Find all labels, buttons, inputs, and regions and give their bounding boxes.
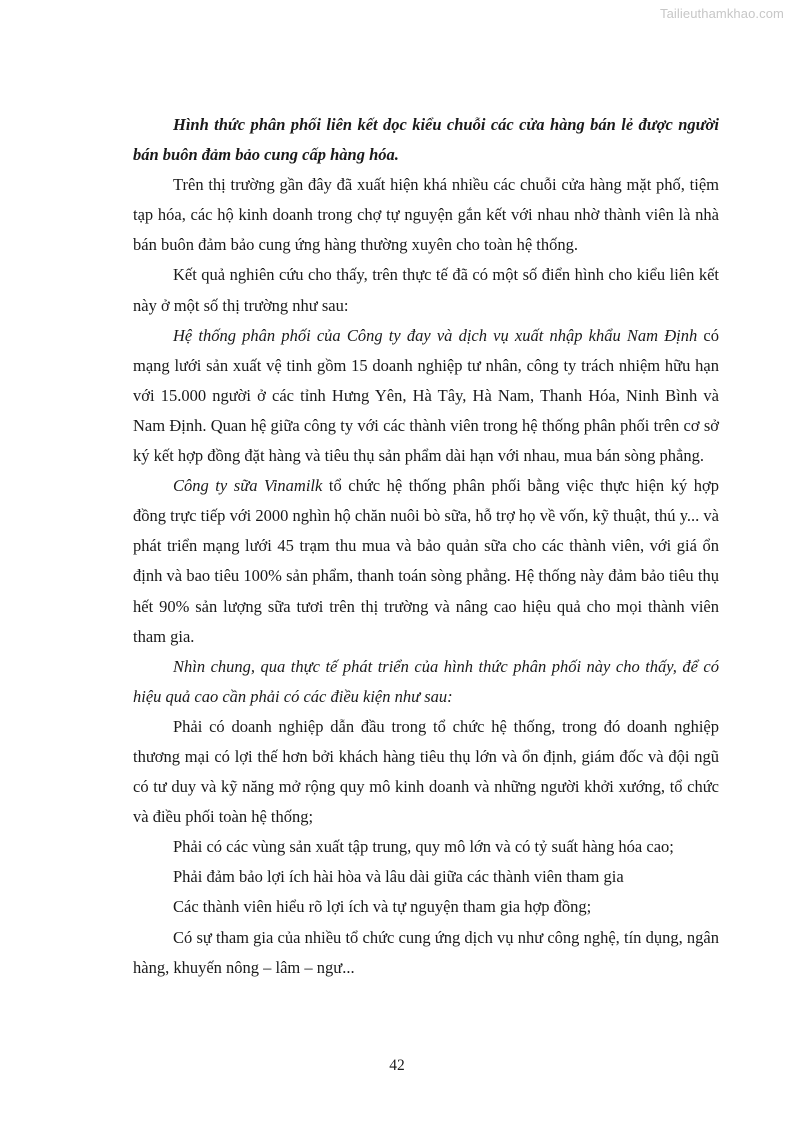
- paragraph-research-results: Kết quả nghiên cứu cho thấy, trên thực tế đã có một số điển hình cho kiểu liên kết này ở một số thị trường như sau:: [133, 265, 719, 315]
- condition-harmonious-benefits: Phải đảm bảo lợi ích hài hòa và lâu dài giữa các thành viên tham gia: [173, 867, 624, 887]
- section-heading: Hình thức phân phối liên kết dọc kiểu chuỗi các cửa hàng bán lẻ được người bán buôn đảm bảo cung cấp hàng hóa.: [133, 115, 719, 165]
- paragraph-chains-intro: Trên thị trường gần đây đã xuất hiện khá nhiều các chuỗi cửa hàng mặt phố, tiệm tạp hóa, các hộ kinh doanh trong chợ tự nguyện gắn kết với nhau nhờ thành viên là nhà bán buôn đảm bảo cung ứng hàng thường xuyên cho toàn hệ thống.: [133, 175, 719, 255]
- condition-leading-enterprise: Phải có doanh nghiệp dẫn đầu trong tổ chức hệ thống, trong đó doanh nghiệp thương mại có lợi thế hơn bởi khách hàng tiêu thụ lớn và ổn định, giám đốc và đội ngũ có tư duy và kỹ năng mở rộng quy mô kinh doanh và những người khởi xướng, tổ chức và điều phối toàn hệ thống;: [133, 716, 719, 827]
- vinamilk-description: tổ chức hệ thống phân phối bằng việc thực hiện ký hợp đồng trực tiếp với 2000 nghìn hộ chăn nuôi bò sữa, hỗ trợ họ về vốn, kỹ thuật, thú y... và phát triển mạng lưới 45 trạm thu mua và bảo quản sữa cho các thành viên, với giá ổn định và bao tiêu 100% sản phẩm, thanh toán sòng phẳng. Hệ thống này đảm bảo tiêu thụ hết 90% sản lượng sữa tươi trên thị trường và nâng cao hiệu quả cho mọi thành viên tham gia.: [133, 476, 719, 646]
- nam-dinh-description: có mạng lưới sản xuất vệ tinh gồm 15 doanh nghiệp tư nhân, công ty trách nhiệm hữu hạn với 15.000 người ở các tỉnh Hưng Yên, Hà Tây, Hà Nam, Thanh Hóa, Ninh Bình và Nam Định. Quan hệ giữa công ty với các thành viên trong hệ thống phân phối trên cơ sở ký kết hợp đồng đặt hàng và tiêu thụ sản phẩm dài hạn với nhau, mua bán sòng phẳng.: [133, 325, 719, 466]
- paragraph-conditions-intro: Nhìn chung, qua thực tế phát triển của hình thức phân phối này cho thấy, để có hiệu quả cao cần phải có các điều kiện như sau:: [133, 656, 719, 706]
- paragraph-vinamilk-example: [133, 471, 719, 652]
- condition-production-areas: Phải có các vùng sản xuất tập trung, quy mô lớn và có tỷ suất hàng hóa cao;: [173, 837, 674, 857]
- paragraph-nam-dinh-example: [133, 321, 719, 471]
- nam-dinh-company-name: Hệ thống phân phối của Công ty đay và dịch vụ xuất nhập khẩu Nam Định: [173, 325, 698, 345]
- site-watermark: Tailieuthamkhao.com: [659, 6, 784, 21]
- vinamilk-company-name: Công ty sữa Vinamilk: [173, 476, 323, 496]
- page-number: 42: [389, 1057, 405, 1074]
- document-body: [133, 110, 719, 983]
- condition-service-organizations: Có sự tham gia của nhiều tổ chức cung ứng dịch vụ như công nghệ, tín dụng, ngân hàng, khuyến nông – lâm – ngư...: [133, 927, 719, 977]
- condition-voluntary-participation: Các thành viên hiểu rõ lợi ích và tự nguyện tham gia hợp đồng;: [173, 897, 592, 917]
